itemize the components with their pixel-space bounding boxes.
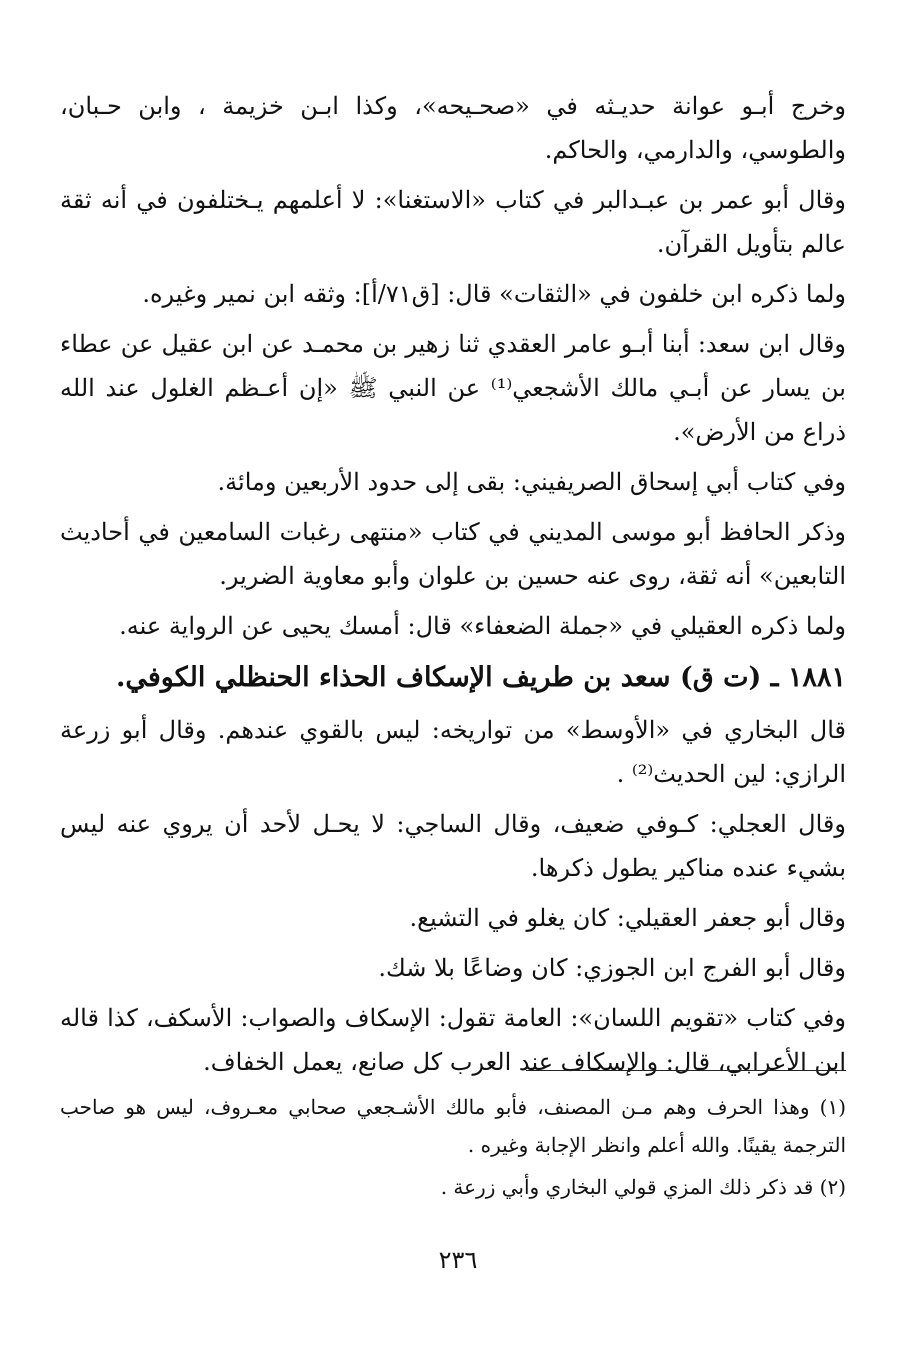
footnote: (١) وهذا الحرف وهم مـن المصنف، فأبو مالك الأشـجعي صحابي معـروف، ليس هو صاحب الترجمة يقينًا. والله أعلم وانظر الإجابة وغيره . <box>60 1095 847 1157</box>
paragraph: وفي كتاب أبي إسحاق الصريفيني: بقى إلى حدود الأربعين ومائة. <box>217 468 846 496</box>
entry-paragraph: وقال أبو الفرج ابن الجوزي: كان وضاعًا بلا شك. <box>378 954 846 982</box>
entry-paragraph: قال البخاري في «الأوسط» من تواريخه: ليس بالقوي عندهم. وقال أبو زرعة الرازي: لين الحديث⁽²⁾ . <box>60 716 846 788</box>
paragraph: ولما ذكره ابن خلفون في «الثقات» قال: [ق٧١/أ]: وثقه ابن نمير وغيره. <box>142 280 846 308</box>
paragraph: ولما ذكره العقيلي في «جملة الضعفاء» قال: أمسك يحيى عن الرواية عنه. <box>119 612 846 640</box>
paragraph: وخرج أبـو عوانة حديـثه في «صحـيحه»، وكذا ابـن خزيمة ، وابن حـبان، والطوسي، والدارمي، والحاكم. <box>60 92 846 164</box>
entry-paragraph: وقال أبو جعفر العقيلي: كان يغلو في التشيع. <box>409 904 846 932</box>
paragraph: وقال ابن سعد: أبنا أبـو عامر العقدي ثنا زهير بن محمـد عن ابن عقيل عن عطاء بن يسار عن أبـي مالك الأشجعي⁽¹⁾ عن النبي ﷺ «إن أعـظم الغلول عند الله ذراع من الأرض». <box>60 330 846 446</box>
footnote: (٢) قد ذكر ذلك المزي قولي البخاري وأبي زرعة . <box>440 1175 846 1199</box>
footnotes <box>60 1088 846 1210</box>
entry-paragraph: وفي كتاب «تقويم اللسان»: العامة تقول: الإسكاف والصواب: الأسكف، كذا قاله ابن الأعرابي، قال: والإسكاف عند العرب كل صانع، يعمل الخفاف. <box>60 1004 846 1076</box>
footnote-divider <box>526 1070 846 1071</box>
paragraph: وقال أبو عمر بن عبـدالبر في كتاب «الاستغنا»: لا أعلمهم يـختلفون في أنه ثقة عالم بتأويل القرآن. <box>60 186 846 258</box>
entry-paragraph: وقال العجلي: كـوفي ضعيف، وقال الساجي: لا يحـل لأحد أن يروي عنه ليس بشيء عنده مناكير يطول ذكرها. <box>60 810 846 882</box>
page-number: ٢٣٦ <box>438 1246 478 1274</box>
paragraph: وذكر الحافظ أبو موسى المديني في كتاب «منتهى رغبات السامعين في أحاديث التابعين» أنه ثقة، روى عنه حسين بن علوان وأبو معاوية الضرير. <box>60 518 846 590</box>
entry-heading: ١٨٨١ ـ (ت ق) سعد بن طريف الإسكاف الحذاء الحنظلي الكوفي. <box>115 662 846 693</box>
